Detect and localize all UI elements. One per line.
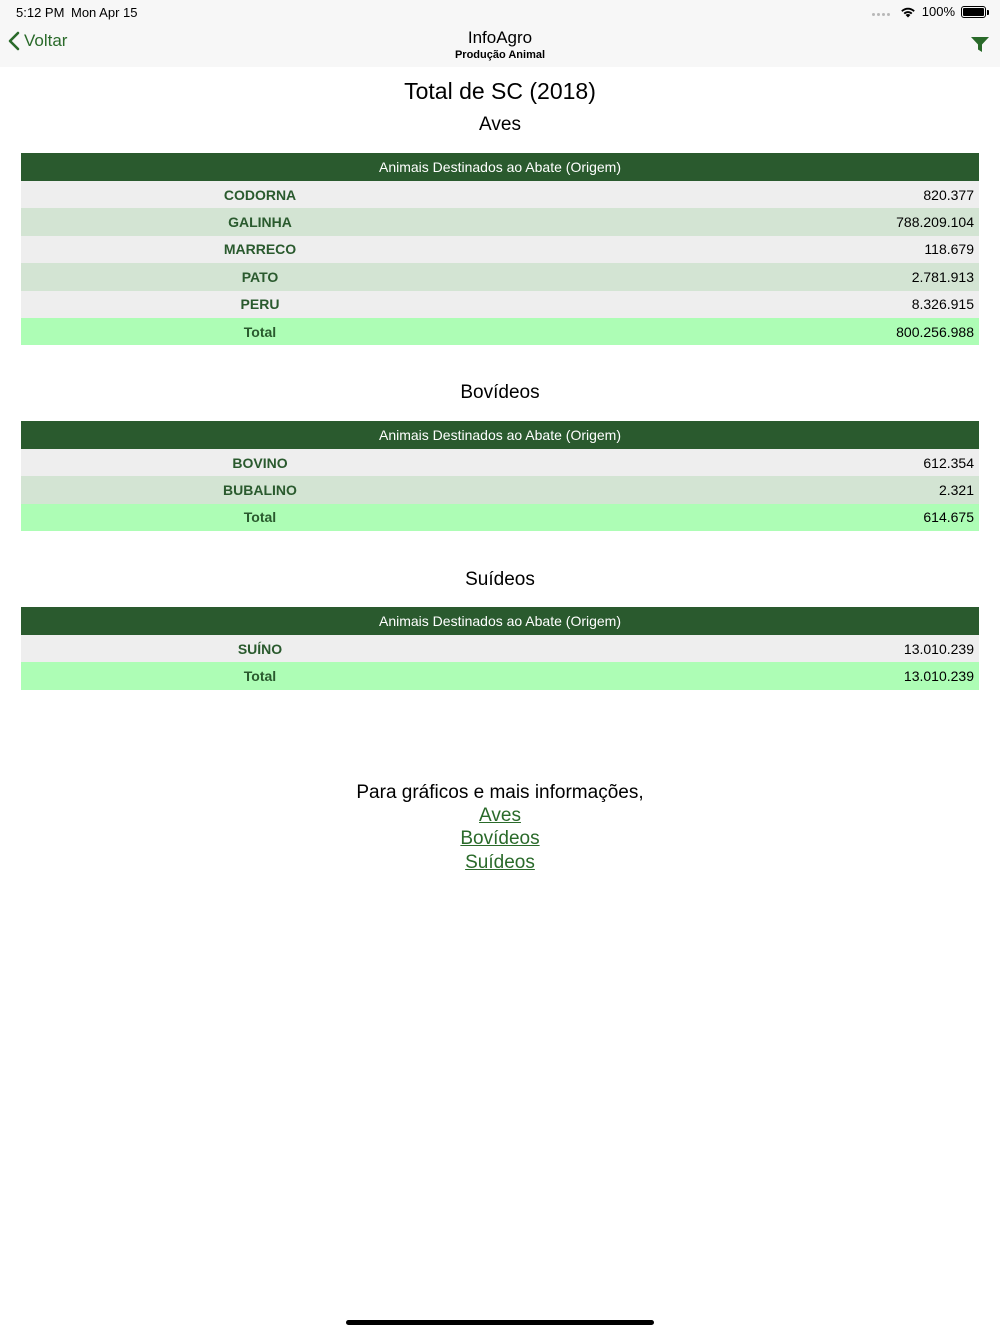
table-header: Animais Destinados ao Abate (Origem): [21, 421, 979, 449]
table-bovideos: [21, 421, 979, 531]
link-aves[interactable]: Aves: [479, 805, 521, 826]
row-label: BOVINO: [232, 454, 288, 471]
total-value: 614.675: [923, 509, 974, 526]
row-value: 788.209.104: [896, 214, 974, 231]
nav-subtitle: Produção Animal: [454, 49, 546, 61]
table-header: Animais Destinados ao Abate (Origem): [21, 607, 979, 635]
row-label: GALINHA: [228, 214, 292, 231]
row-label: SUÍNO: [237, 640, 283, 657]
table-total-row: [21, 504, 979, 531]
table-row: [21, 291, 979, 318]
row-value: 2.321: [938, 482, 974, 499]
status-time: 5:12 PM: [16, 5, 65, 20]
row-label: PERU: [240, 296, 280, 313]
wifi-icon: [900, 6, 916, 18]
table-row: [21, 208, 979, 235]
back-label: Voltar: [24, 31, 68, 50]
status-date: Mon Apr 15: [71, 5, 138, 20]
signal-icon: [872, 7, 890, 16]
table-total-row: [21, 318, 979, 345]
link-suideos[interactable]: Suídeos: [465, 852, 535, 873]
footer-text: Para gráficos e mais informações,: [356, 782, 644, 803]
filter-button[interactable]: [970, 36, 990, 58]
nav-title: InfoAgro: [467, 28, 533, 47]
total-value: 800.256.988: [896, 323, 974, 340]
row-value: 118.679: [924, 241, 974, 258]
link-bovideos[interactable]: Bovídeos: [460, 828, 540, 849]
status-indicators: [872, 4, 986, 19]
total-label: Total: [243, 668, 277, 685]
table-row: [21, 449, 979, 476]
total-label: Total: [243, 509, 277, 526]
filter-icon: [970, 36, 990, 53]
table-row: [21, 181, 979, 208]
row-value: 8.326.915: [911, 296, 974, 313]
total-label: Total: [243, 323, 277, 340]
table-header: Animais Destinados ao Abate (Origem): [21, 153, 979, 181]
row-value: 820.377: [923, 186, 974, 203]
row-value: 13.010.239: [903, 640, 974, 657]
row-label: MARRECO: [223, 241, 297, 258]
table-row: [21, 635, 979, 662]
table-row: [21, 236, 979, 263]
section-title-aves: Aves: [479, 114, 521, 135]
top-bar: [0, 0, 1000, 67]
table-total-row: [21, 662, 979, 689]
row-label: BUBALINO: [223, 482, 297, 499]
row-label: CODORNA: [223, 186, 297, 203]
table-row: [21, 476, 979, 503]
row-value: 612.354: [923, 454, 974, 471]
row-label: PATO: [241, 268, 279, 285]
page-title: Total de SC (2018): [404, 78, 596, 104]
battery-percent: 100%: [921, 4, 955, 19]
table-aves: [21, 153, 979, 345]
battery-icon: [961, 6, 986, 18]
table-row: [21, 263, 979, 290]
table-suideos: [21, 607, 979, 690]
section-title-bovideos: Bovídeos: [460, 382, 540, 403]
section-title-suideos: Suídeos: [465, 569, 535, 590]
total-value: 13.010.239: [903, 668, 974, 685]
home-indicator[interactable]: [346, 1320, 654, 1325]
row-value: 2.781.913: [911, 268, 974, 285]
